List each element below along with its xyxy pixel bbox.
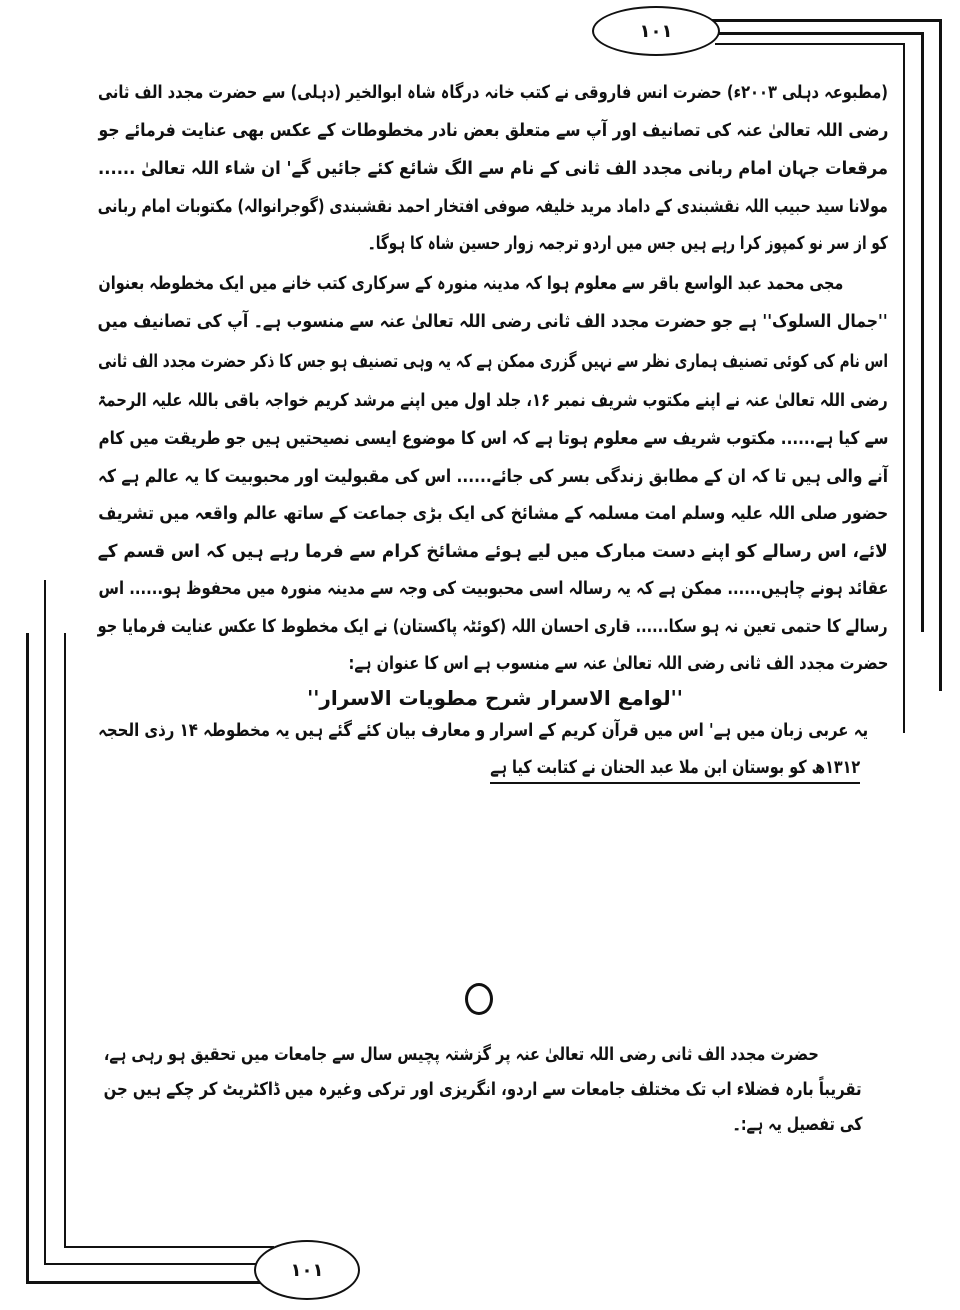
text-line-content: عقائد ہونے چاہیں...... ممکن ہے کہ یہ رسالہ اسی محبوبیت کی وجہ سے مدینہ منورہ میں محفوظ ہو...... اس	[98, 578, 888, 599]
text-line-content: تقریباً بارہ فضلاء اب تک مختلف جامعات سے اردو، انگریزی اور ترکی وغیرہ میں ڈاکٹریٹ کر چکے ہیں جن	[104, 1079, 862, 1100]
border-right-outer	[939, 19, 942, 691]
border-bottom-outer	[26, 1281, 286, 1284]
text-line-content: یہ عربی زبان میں ہے' اس میں قرآن کریم کے اسرار و معارف بیان کئے گئے ہیں یہ مخطوطہ ۱۴ رذی الحجہ	[98, 720, 868, 741]
text-line-content: رسالے کا حتمی تعین نہ ہو سکا...... قاری احسان اللہ (کوئٹہ پاکستان) نے ایک مخطوط کا عکس عنایت فرمایا جو	[98, 616, 888, 637]
text-line	[98, 386, 888, 416]
border-right-middle	[921, 32, 924, 632]
border-left-middle	[44, 580, 46, 1264]
text-line	[98, 269, 843, 299]
border-right-inner	[903, 43, 905, 733]
text-line	[104, 1075, 862, 1105]
text-line-content: لائے، اس رسالے کو اپنے دست مبارک میں لیے ہوئے مشائخ کرام سے فرما رہے ہیں کہ اس قسم کے	[98, 541, 888, 562]
page-number-top	[592, 6, 720, 56]
text-line	[98, 424, 888, 454]
border-bottom-middle	[44, 1263, 274, 1265]
text-line-content: مرقعات جہان امام ربانی مجدد الف ثانی کے نام سے الگ شائع کئے جائیں گے' ان شاء اللہ تعالیٰ ......	[98, 158, 888, 179]
page-number-bottom	[254, 1240, 360, 1300]
border-bottom-inner	[64, 1246, 274, 1248]
text-line-content: سے کیا ہے...... مکتوب شریف سے معلوم ہوتا ہے کہ اس کا موضوع ایسی نصیحتیں ہیں جو طریقت میں کام	[98, 428, 888, 449]
border-top-inner	[715, 43, 904, 45]
text-line-content: حضور صلی اللہ علیہ وسلم امت مسلمہ کے مشائخ کی ایک بڑی جماعت کے ساتھ عالم واقعہ میں تشریف	[98, 503, 888, 524]
page-number-bottom-text: ۱۰۱	[290, 1259, 324, 1281]
text-line-content: مجی محمد عبد الواسع باقر سے معلوم ہوا کہ مدینہ منورہ کے سرکاری کتب خانے میں ایک مخطوطہ بعنوان	[98, 273, 843, 294]
text-line	[98, 78, 888, 108]
text-line	[104, 1040, 819, 1070]
text-line-content: حضرت مجدد الف ثانی رضی اللہ تعالیٰ عنہ سے منسوب ہے اس کا عنوان ہے:	[348, 653, 888, 674]
text-line	[732, 1110, 862, 1140]
text-line-content: کو از سر نو کمپوز کرا رہے ہیں جس میں اردو ترجمہ زوار حسین شاہ کا ہوگا۔	[368, 233, 888, 254]
text-line-content: حضرت مجدد الف ثانی رضی اللہ تعالیٰ عنہ پر گزشتہ پچیس سال سے جامعات میں تحقیق ہو رہی ہے،	[104, 1044, 819, 1065]
text-line	[490, 754, 860, 784]
text-line	[98, 574, 888, 604]
page-number-top-text: ۱۰۱	[639, 20, 673, 42]
text-line	[98, 716, 868, 746]
text-line-content: (مطبوعہ دہلی ۲۰۰۳ء) حضرت انس فاروقی نے کتب خانہ درگاہ شاہ ابوالخیر (دہلی) سے حضرت مجدد الف ثانی	[98, 82, 888, 103]
border-top-outer	[700, 19, 942, 22]
text-line-content: رضی اللہ تعالیٰ عنہ کی تصانیف اور آپ سے متعلق بعض نادر مخطوطات کے عکس بھی عنایت فرمائے جو	[98, 120, 888, 141]
text-line	[98, 499, 888, 529]
text-line	[98, 116, 888, 146]
text-line-content: کی تفصیل یہ ہے:۔	[732, 1114, 862, 1135]
text-line	[368, 229, 888, 259]
text-line-content: اس نام کی کوئی تصنیف ہماری نظر سے نہیں گزری ممکن ہے کہ یہ وہی تصنیف ہو جس کا ذکر حضرت مجدد الف ثانی	[98, 351, 888, 372]
manuscript-title-text: ''لوامع الاسرار شرح مطویات الاسرار''	[307, 686, 683, 710]
text-line-content: ۱۳۱۲ھ کو بوستان ابن ملا عبد الحنان نے کتابت کیا ہے	[490, 757, 860, 778]
text-line	[98, 192, 888, 222]
manuscript-title	[100, 684, 890, 712]
text-line	[98, 307, 888, 337]
section-separator-circle	[465, 983, 493, 1015]
text-line-content: مولانا سید حبیب اللہ نقشبندی کے داماد مرید خلیفہ صوفی افتخار احمد نقشبندی (گوجرانوالہ) مکتوبات امام ربانی	[98, 196, 888, 217]
text-line-content: رضی اللہ تعالیٰ عنہ نے اپنے مکتوب شریف نمبر ۱۶، جلد اول میں اپنے مرشد کریم خواجہ باقی باللہ علیہ الرحمۃ	[98, 390, 888, 411]
text-line-content: ''جمال السلوک'' ہے جو حضرت مجدد الف ثانی رضی اللہ تعالیٰ عنہ سے منسوب ہے۔ آپ کی تصانیف میں	[98, 311, 888, 332]
text-line	[98, 347, 888, 377]
text-line	[98, 462, 888, 492]
border-top-middle	[715, 32, 924, 35]
text-line	[98, 537, 888, 567]
text-line	[98, 612, 888, 642]
text-line-content: آنے والی ہیں تا کہ ان کے مطابق زندگی بسر کی جائے...... اس کی مقبولیت اور محبوبیت کا یہ عالم ہے کہ	[98, 466, 888, 487]
text-line	[348, 649, 888, 679]
text-line	[98, 154, 888, 184]
